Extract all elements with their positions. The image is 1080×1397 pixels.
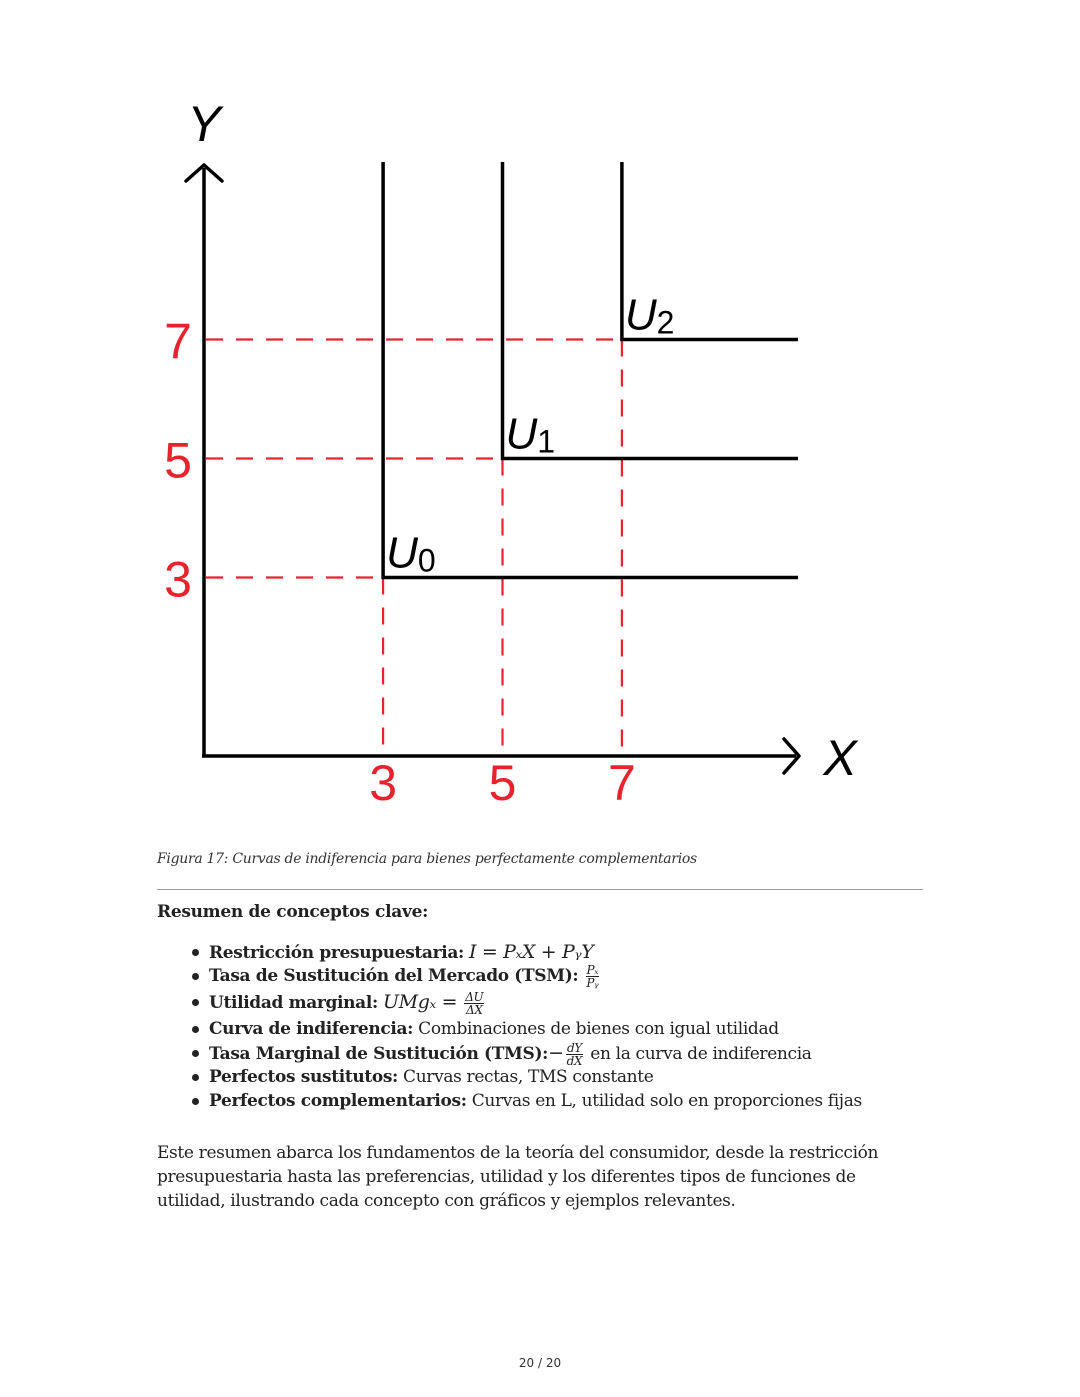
y-tick-label: 3 (164, 551, 192, 608)
fraction-numerator: dY (566, 1041, 582, 1055)
fraction-denominator: ΔX (466, 1003, 483, 1017)
curve-label-U2: U2 (624, 290, 675, 341)
item-text: Curvas rectas, TMS constante (403, 1067, 654, 1087)
item-fraction (464, 991, 484, 1016)
x-tick-label: 5 (488, 755, 517, 811)
concept-list (157, 940, 862, 1113)
list-item-perfect-substitutes (209, 1065, 862, 1089)
item-fraction (566, 1042, 584, 1067)
list-item-tsm (209, 964, 862, 988)
fraction-numerator: Pₓ (586, 963, 599, 977)
horizontal-rule (157, 889, 923, 890)
fraction-denominator: Pᵧ (586, 976, 599, 990)
item-label: Perfectos complementarios: (209, 1091, 467, 1111)
list-item-marginal-utility (209, 988, 862, 1017)
fraction-denominator: dX (566, 1054, 583, 1068)
fraction-numerator: ΔU (465, 990, 484, 1004)
item-label: Restricción presupuestaria: (209, 943, 464, 963)
x-axis-label: X (823, 730, 857, 786)
item-formula: I = PₓX + PᵧY (468, 941, 594, 963)
indifference-curve-U0 (383, 162, 798, 578)
item-formula: − (548, 1042, 564, 1064)
summary-paragraph: Este resumen abarca los fundamentos de la teoría del consumidor, desde la restricción presupuestaria hasta las preferencias, utilidad y los diferentes tipos de funciones de utilidad, ilustrando cada concepto con gráficos y ejemplos relevantes. (157, 1143, 879, 1211)
list-item-tms (209, 1041, 862, 1068)
item-text: Curvas en L, utilidad solo en proporciones fijas (471, 1091, 862, 1111)
x-tick-label: 3 (369, 755, 398, 811)
item-label: Tasa de Sustitución del Mercado (TSM): (209, 966, 579, 986)
page-number: 20 / 20 (518, 1356, 562, 1370)
list-item-budget-constraint (209, 940, 862, 964)
curve-label-U0: U0 (386, 528, 436, 579)
item-label: Tasa Marginal de Sustitución (TMS): (209, 1044, 549, 1064)
item-label: Utilidad marginal: (209, 993, 378, 1013)
list-item-indifference-curve (209, 1017, 862, 1041)
item-formula: UMgₓ = (382, 991, 458, 1013)
y-tick-label: 7 (164, 313, 192, 370)
indifference-curves (383, 162, 798, 579)
y-axis-label: Y (187, 96, 221, 152)
item-text: Combinaciones de bienes con igual utilidad (418, 1019, 779, 1039)
figure-caption: Figura 17: Curvas de indiferencia para bienes perfectamente complementarios (157, 851, 697, 867)
list-item-perfect-complements (209, 1089, 862, 1113)
summary-heading: Resumen de conceptos clave: (157, 902, 429, 922)
item-label: Curva de indiferencia: (209, 1019, 414, 1039)
curve-label-U1: U1 (505, 409, 556, 460)
y-tick-label: 5 (164, 432, 192, 489)
item-fraction (585, 964, 599, 989)
item-label: Perfectos sustitutos: (209, 1067, 398, 1087)
x-tick-label: 7 (607, 755, 636, 811)
item-text: en la curva de indiferencia (590, 1044, 812, 1064)
